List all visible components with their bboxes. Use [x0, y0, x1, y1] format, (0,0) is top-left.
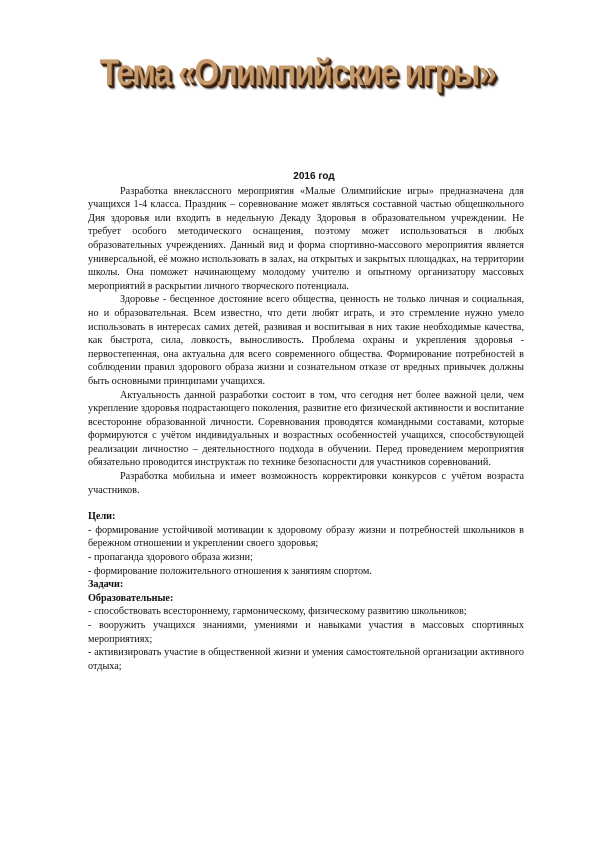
- tasks-heading: Задачи:: [88, 579, 124, 591]
- page-title: Тема «Олимпийские игры»: [99, 52, 496, 93]
- intro-paragraph: Разработка внеклассного мероприятия «Малые Олимпийские игры» предназначена для учащихся 1-4 класса. Праздник – соревнование может являться составной частью общешкольного Дня здоровья или входить в недельную Декаду Здоровья в образовательном учреждении. Не требует особого методического оснащения, поэтому может использоваться в любых образовательных учреждениях. Данный вид и форма спортивно-массового мероприятия является универсальной, её можно использовать в залах, на открытых и закрытых площадках, на территории школы. Она поможет начинающему молодому учителю и опытному организатору массовых мероприятий в раскрытии личного творческого потенциала.: [88, 185, 524, 292]
- goals-heading: Цели:: [88, 511, 116, 523]
- educational-item: - способствовать всестороннему, гармоническому, физическому развитию школьников;: [88, 606, 467, 618]
- educational-item: - активизировать участие в общественной жизни и умения самостоятельной организации активного отдыха;: [88, 647, 524, 672]
- goal-item: - формирование положительного отношения к занятиям спортом.: [88, 565, 372, 577]
- educational-heading: Образовательные:: [88, 592, 174, 604]
- goal-item: - формирование устойчивой мотивации к здоровому образу жизни и потребностей школьников в бережном отношении и укреплении своего здоровья;: [88, 524, 524, 550]
- relevance-paragraph: Актуальность данной разработки состоит в том, что сегодня нет более важной цели, чем укрепление здоровья подрастающего поколения, развитие его физической активности и воспитание всесторонне образованной личности. Соревнования проводятся командными составами, которые формируются с учётом индивидуальных и возрастных особенностей учащихся, способствующей реализации личностно – деятельностного подхода в обучении. Перед проведением мероприятия обязательно проводится инструктаж по технике безопасности для участников соревнований.: [88, 389, 524, 469]
- educational-item: - вооружить учащихся знаниями, умениями и навыками участия в массовых спортивных мероприятиях;: [88, 620, 524, 645]
- goal-item: - пропаганда здорового образа жизни;: [88, 552, 253, 564]
- mobility-paragraph: Разработка мобильна и имеет возможность корректировки конкурсов с учётом возраста участников.: [88, 471, 524, 496]
- spacer: [88, 497, 524, 510]
- health-paragraph: Здоровье - бесценное достояние всего общества, ценность не только личная и социальная, но и образовательная. Всем известно, что дети любят играть, и это стремление нужно умело использовать в интересах самих детей, развивая и воспитывая в них такие необходимые качества, как быстрота, сила, ловкость, выносливость. Проблема охраны и укрепления здоровья - первостепенная, она актуальна для всего современного общества. Формирование потребностей в соблюдении правил здорового образа жизни и сознательном отказе от вредных привычек должны быть основными принципами учащихся.: [88, 294, 524, 387]
- document-body: [88, 170, 524, 673]
- year-heading: 2016 год: [293, 171, 335, 182]
